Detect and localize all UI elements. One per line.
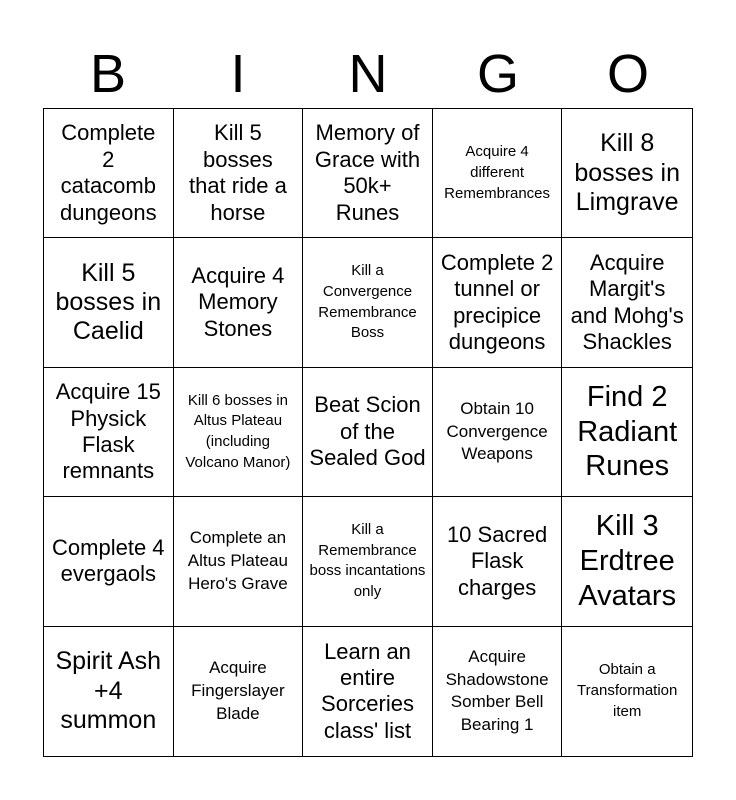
cell-text: Complete 2 tunnel or precipice dungeons	[440, 249, 554, 354]
bingo-cell[interactable]	[44, 627, 174, 756]
cell-text: Obtain a Transformation item	[577, 661, 678, 720]
cell-text: Acquire Fingerslayer Blade	[191, 658, 285, 723]
cell-text: Acquire 15 Physick Flask remnants	[55, 379, 161, 484]
cell-text: Kill a Remembrance boss incantations only	[309, 521, 426, 601]
bingo-cell[interactable]	[562, 368, 692, 497]
bingo-cell[interactable]	[303, 368, 433, 497]
cell-text: Complete an Altus Plateau Hero's Grave	[187, 528, 288, 593]
bingo-cell[interactable]	[174, 497, 304, 626]
cell-text: Kill 8 bosses in Limgrave	[574, 129, 680, 216]
cell-text: 10 Sacred Flask charges	[446, 521, 548, 600]
bingo-cell[interactable]	[433, 368, 563, 497]
header-letter-o: O	[606, 44, 649, 104]
cell-text: Obtain 10 Convergence Weapons	[446, 399, 548, 464]
bingo-cell[interactable]	[562, 627, 692, 756]
bingo-cell[interactable]	[44, 238, 174, 367]
cell-text: Acquire 4 Memory Stones	[191, 263, 285, 341]
bingo-cell[interactable]	[174, 627, 304, 756]
bingo-cell[interactable]	[562, 497, 692, 626]
bingo-cell[interactable]	[174, 368, 304, 497]
header-letter-g: G	[476, 44, 519, 104]
bingo-cell[interactable]	[433, 627, 563, 756]
bingo-cell[interactable]	[44, 497, 174, 626]
header-letter-b: B	[89, 44, 127, 104]
cell-text: Acquire Shadowstone Somber Bell Bearing 1	[445, 647, 549, 734]
bingo-cell[interactable]	[303, 238, 433, 367]
bingo-cell[interactable]	[562, 109, 692, 238]
cell-text: Acquire 4 different Remembrances	[444, 143, 551, 202]
bingo-header	[43, 40, 693, 108]
bingo-cell[interactable]	[303, 497, 433, 626]
bingo-cell[interactable]	[174, 238, 304, 367]
cell-text: Kill a Convergence Remembrance Boss	[318, 262, 417, 342]
header-letter-i: I	[230, 44, 246, 104]
bingo-cell[interactable]	[433, 238, 563, 367]
bingo-cell[interactable]	[562, 238, 692, 367]
cell-text: Complete 2 catacomb dungeons	[59, 120, 157, 225]
cell-text: Kill 6 bosses in Altus Plateau (including Volcano Manor)	[185, 391, 291, 471]
cell-text: Memory of Grace with 50k+ Runes	[314, 120, 421, 225]
bingo-cell[interactable]	[303, 109, 433, 238]
cell-text: Beat Scion of the Sealed God	[309, 392, 426, 471]
cell-text: Complete 4 evergaols	[52, 535, 165, 587]
bingo-cell[interactable]	[44, 109, 174, 238]
bingo-cell[interactable]	[433, 497, 563, 626]
cell-text: Find 2 Radiant Runes	[577, 380, 678, 483]
bingo-cell[interactable]	[433, 109, 563, 238]
cell-text: Kill 5 bosses that ride a horse	[188, 120, 287, 225]
cell-text: Acquire Margit's and Mohg's Shackles	[570, 249, 684, 354]
cell-text: Learn an entire Sorceries class' list	[321, 638, 414, 743]
header-letter-n: N	[348, 44, 388, 104]
cell-text: Spirit Ash +4 summon	[55, 647, 162, 734]
cell-text: Kill 5 bosses in Caelid	[55, 258, 162, 346]
cell-text: Kill 3 Erdtree Avatars	[578, 510, 677, 612]
bingo-board	[43, 108, 693, 757]
bingo-cell[interactable]	[303, 627, 433, 756]
bingo-cell[interactable]	[174, 109, 304, 238]
bingo-cell[interactable]	[44, 368, 174, 497]
